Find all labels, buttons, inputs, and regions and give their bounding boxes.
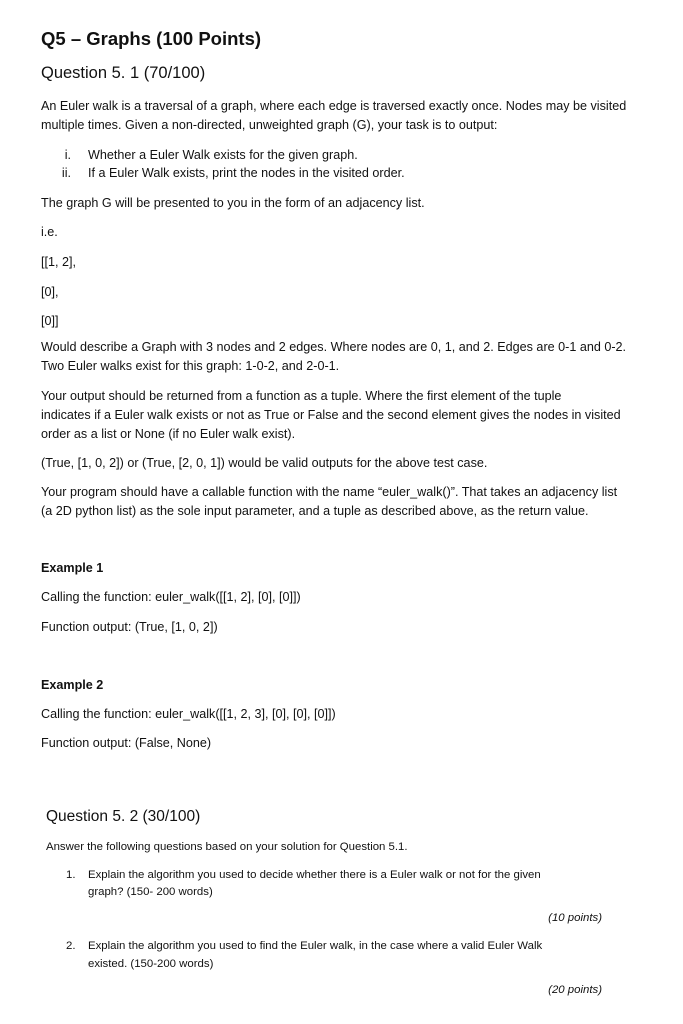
question-5-1-heading: Question 5. 1 (70/100) bbox=[41, 64, 206, 82]
ie-label: i.e. bbox=[41, 225, 58, 239]
intro-line-2: multiple times. Given a non-directed, unweighted graph (G), your task is to output: bbox=[41, 118, 498, 132]
example-2-call: Calling the function: euler_walk([[1, 2, 3], [0], [0], [0]]) bbox=[41, 707, 336, 721]
example-1-heading: Example 1 bbox=[41, 561, 104, 575]
output-line-3: order as a list or None (if no Euler walk exist). bbox=[41, 427, 296, 441]
task-number: i. bbox=[64, 148, 71, 162]
valid-outputs: (True, [1, 0, 2]) or (True, [2, 0, 1]) would be valid outputs for the above test case. bbox=[41, 456, 488, 470]
sub-question-number: 1. bbox=[66, 869, 76, 881]
callable-line-2: (a 2D python list) as the sole input parameter, and a tuple as described above, as the return value. bbox=[41, 504, 589, 518]
intro-line-1: An Euler walk is a traversal of a graph, where each edge is traversed exactly once. Nodes may be visited bbox=[41, 99, 627, 113]
sub-question-line-1: Explain the algorithm you used to find the Euler walk, in the case where a valid Euler Walk bbox=[88, 940, 543, 952]
adjacency-line: [[1, 2], bbox=[41, 255, 77, 269]
sub-question-line-2: graph? (150- 200 words) bbox=[88, 886, 213, 898]
describe-line-1: Would describe a Graph with 3 nodes and 2 edges. Where nodes are 0, 1, and 2. Edges are 0-1 and 0-2. bbox=[41, 340, 627, 354]
task-text: If a Euler Walk exists, print the nodes in the visited order. bbox=[88, 166, 405, 180]
example-1-output: Function output: (True, [1, 0, 2]) bbox=[41, 620, 218, 634]
sub-question-number: 2. bbox=[66, 940, 76, 952]
adjacency-line: [0], bbox=[41, 285, 59, 299]
output-line-1: Your output should be returned from a function as a tuple. Where the first element of the tuple bbox=[41, 389, 562, 403]
describe-line-2: Two Euler walks exist for this graph: 1-0-2, and 2-0-1. bbox=[41, 359, 340, 373]
adjacency-line: [0]] bbox=[41, 314, 59, 328]
question-5-2-heading: Question 5. 2 (30/100) bbox=[46, 808, 201, 825]
callable-line-1: Your program should have a callable function with the name “euler_walk()”. That takes an adjacency list bbox=[41, 485, 618, 499]
sub-question-points: (20 points) bbox=[548, 984, 602, 996]
example-2-output: Function output: (False, None) bbox=[41, 736, 212, 750]
task-number: ii. bbox=[61, 166, 71, 180]
output-line-2: indicates if a Euler walk exists or not as True or False and the second element gives the nodes in visited bbox=[41, 408, 621, 422]
adjacency-intro: The graph G will be presented to you in the form of an adjacency list. bbox=[41, 196, 425, 210]
example-2-heading: Example 2 bbox=[41, 678, 104, 692]
sub-question-points: (10 points) bbox=[548, 912, 602, 924]
sub-question-line-1: Explain the algorithm you used to decide whether there is a Euler walk or not for the given bbox=[88, 869, 541, 881]
question-5-2-intro: Answer the following questions based on your solution for Question 5.1. bbox=[46, 841, 408, 853]
example-1-call: Calling the function: euler_walk([[1, 2], [0], [0]]) bbox=[41, 590, 301, 604]
task-text: Whether a Euler Walk exists for the given graph. bbox=[88, 148, 358, 162]
page-title: Q5 – Graphs (100 Points) bbox=[41, 28, 262, 49]
sub-question-line-2: existed. (150-200 words) bbox=[88, 958, 214, 970]
